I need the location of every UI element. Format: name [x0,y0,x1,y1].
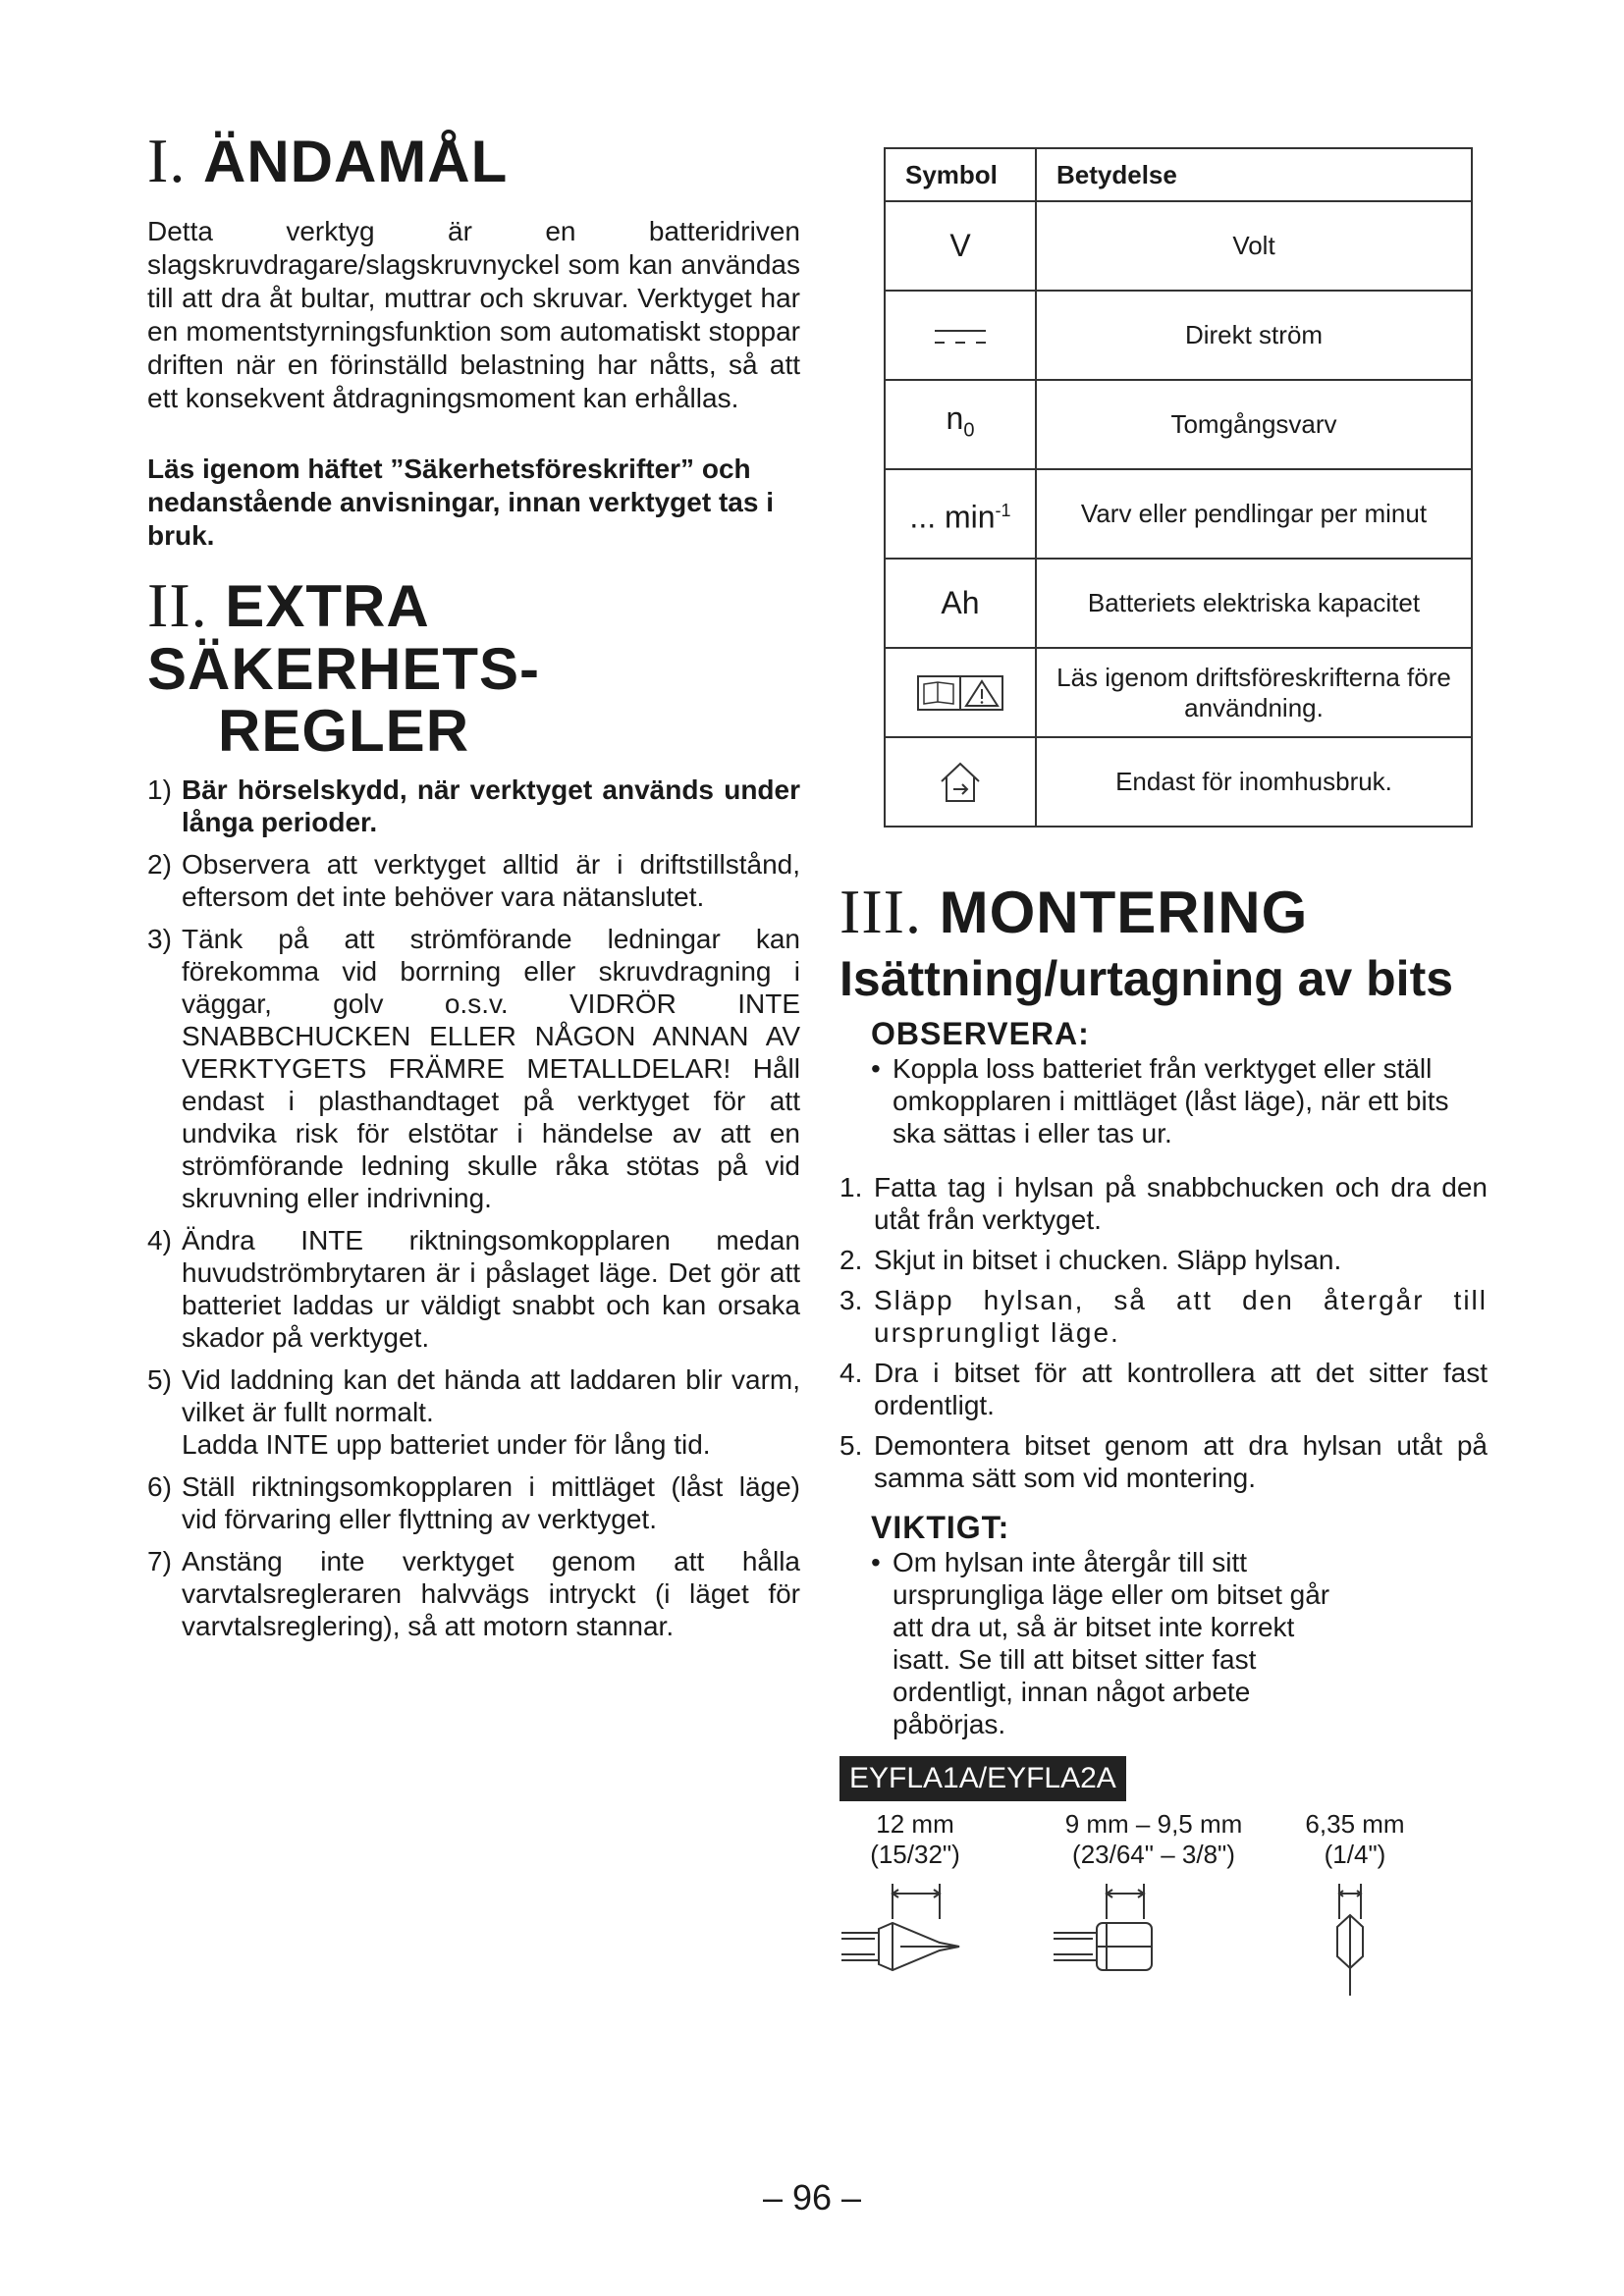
list-item [147,1545,800,1642]
table-row [885,201,1472,291]
symbol-subscript: 0 [963,419,975,442]
intro-paragraph: Detta verktyg är en batteridriven slagskruvdragare/slagskruvnyckel som kan användas till att dra åt bultar, muttrar och skruvar. Verktyget har en momentstyrningsfunktion som automatiskt stoppar driften när en förinställd belastning har nåtts, så att ett konsekvent åtdragningsmoment kan erhållas. [147,216,800,414]
table-row [885,291,1472,380]
section-1-number: I. [147,126,187,195]
item-number: 3. [839,1285,863,1316]
item-number: 5) [147,1364,172,1396]
meaning-cell: Batteriets elektriska kapacitet [1036,559,1472,648]
item-number: 6) [147,1471,172,1503]
list-item [147,848,800,913]
item-text: Dra i bitset för att kontrollera att det sitter fast ordentligt. [874,1358,1488,1421]
section-1-title: ÄNDAMÅL [202,129,509,194]
table-row [885,380,1472,469]
direct-current-icon [931,323,990,350]
observera-heading: OBSERVERA: [871,1016,1090,1052]
section-1-heading [147,128,800,193]
bullet-text: Koppla loss batteriet från verktyget eller ställ omkopplaren i mittläget (låst läge), när ett bits ska sättas i eller tas ur. [893,1053,1449,1149]
item-number: 1) [147,774,172,806]
bit-2-inch: (23/64" – 3/8") [1072,1840,1235,1870]
symbol-text: ... min [909,499,996,535]
item-number: 1. [839,1172,863,1203]
table-header-row [885,148,1472,201]
socket-bit-icon [1054,1884,1152,1970]
phillips-bit-icon [841,1884,959,1970]
item-number: 4) [147,1225,172,1256]
meaning-cell: Varv eller pendlingar per minut [1036,469,1472,559]
table-row [885,469,1472,559]
list-item [839,1429,1488,1494]
list-item [147,1363,800,1461]
item-text: Tänk på att strömförande ledningar kan förekomma vid borrning eller skruvdragning i väggar, golv o.s.v. VIDRÖR INTE SNABBCHUCKEN ELLER NÅGON ANNAN AV VERKTYGETS FRÄMRE METALLDELAR! Håll endast i plasthandtaget på verktyget för att undvika risk för elstötar i händelse av att en strömförande ledning skulle råka stötas på vid skruvning eller indrivning. [182,924,800,1214]
symbol-cell [885,648,1036,737]
read-manual-warning-icon [916,672,1004,714]
bit-sizes-figure [839,1801,1488,2056]
list-item [839,1284,1488,1349]
symbol-text: Ah [941,585,980,620]
viktigt-heading: VIKTIGT: [871,1510,1010,1546]
mounting-steps-list [839,1171,1488,1494]
item-text-part2: Ladda INTE upp batteriet under för lång tid. [182,1429,711,1461]
bullet-dot: • [871,1053,881,1085]
item-text [182,1363,800,1461]
symbol-cell [885,737,1036,827]
item-text: Anstäng inte verktyget genom att hålla varvtalsregleraren halvvägs intryckt (i läget för varvtalsreglering), så att motorn stannar. [182,1546,800,1642]
meaning-cell: Direkt ström [1036,291,1472,380]
section-2-number: II. [147,570,208,641]
item-text: Skjut in bitset i chucken. Släpp hylsan. [874,1245,1342,1276]
header-symbol: Symbol [885,148,1036,201]
bit-2-size: 9 mm – 9,5 mm [1064,1809,1243,1840]
symbol-table [884,147,1473,828]
symbol-cell [885,380,1036,469]
bit-1-caption [851,1809,979,1870]
model-label-wrap [839,1756,1488,1801]
list-item [147,1224,800,1354]
table-row [885,737,1472,827]
header-meaning: Betydelse [1036,148,1472,201]
item-text: Ställ riktningsomkopplaren i mittläget (låst läge) vid förvaring eller flyttning av verktyget. [182,1471,800,1535]
item-text: Ändra INTE riktningsomkopplaren medan huvudströmbrytaren är i påslaget läge. Det gör att batteriet laddas ur väldigt snabbt och kan orsaka skador på verktyget. [182,1225,800,1354]
left-column [147,128,800,1642]
bit-1-size: 12 mm [876,1809,954,1840]
item-number: 2) [147,849,172,881]
table-row [885,559,1472,648]
safety-rules-list [147,774,800,1642]
item-text-part1: Vid laddning kan det hända att laddaren blir varm, vilket är fullt normalt. [182,1364,800,1428]
bit-3-size: 6,35 mm [1305,1809,1405,1840]
meaning-cell: Endast för inomhusbruk. [1036,737,1472,827]
item-number: 4. [839,1358,863,1389]
model-label: EYFLA1A/EYFLA2A [839,1756,1126,1801]
list-item [147,923,800,1214]
indoor-use-icon [938,760,983,805]
list-item [839,1357,1488,1421]
bit-2-caption [1051,1809,1257,1870]
symbol-text: V [949,228,971,263]
viktigt-bullet [871,1546,1342,1740]
meaning-cell: Volt [1036,201,1472,291]
item-number: 2. [839,1245,863,1276]
section-2-title-line2: REGLER [218,698,470,765]
item-text: Fatta tag i hylsan på snabbchucken och dra den utåt från verktyget. [874,1172,1488,1236]
bit-1-inch: (15/32") [870,1840,960,1870]
section-3-title: MONTERING [939,880,1309,945]
bit-drawings [839,1880,1448,2047]
observera-block [839,1016,1488,1149]
list-item [839,1244,1488,1276]
right-column [839,147,1488,2056]
symbol-superscript: -1 [995,500,1011,520]
symbol-cell [885,559,1036,648]
bit-3-inch: (1/4") [1324,1840,1386,1870]
meaning-cell: Läs igenom driftsföreskrifterna före användning. [1036,648,1472,737]
item-text: Släpp hylsan, så att den återgår till ursprungligt läge. [874,1285,1488,1349]
list-item [147,1470,800,1535]
section-3-number: III. [839,877,922,946]
item-number: 7) [147,1546,172,1577]
list-item [147,774,800,838]
section-2-title-line1: EXTRA SÄKERHETS- [147,573,541,703]
section-3-heading [839,879,1488,944]
list-item [839,1171,1488,1236]
item-text: Demontera bitset genom att dra hylsan utåt på samma sätt som vid montering. [874,1430,1488,1494]
bit-3-caption [1291,1809,1419,1870]
symbol-cell [885,201,1036,291]
page-number: – 96 – [762,2177,862,2217]
viktigt-block [839,1510,1488,1740]
symbol-cell [885,291,1036,380]
bullet-dot: • [871,1547,881,1578]
subsection-title: Isättning/urtagning av bits [839,951,1454,1007]
item-number: 3) [147,924,172,955]
bullet-text: Om hylsan inte återgår till sitt ursprungliga läge eller om bitset går att dra ut, så är bitset inte korrekt isatt. Se till att bitset sitter fast ordentligt, innan något arbete påbörjas. [893,1547,1330,1740]
hex-bit-icon [1337,1884,1363,1996]
item-number: 5. [839,1430,863,1462]
observera-bullet [871,1052,1488,1149]
meaning-cell: Tomgångsvarv [1036,380,1472,469]
section-2-heading [147,570,800,765]
symbol-text: n [946,400,964,436]
table-row [885,648,1472,737]
symbol-cell [885,469,1036,559]
read-notice: Läs igenom häftet ”Säkerhetsföreskrifter” och nedanstående anvisningar, innan verktyget tas i bruk. [147,454,774,552]
item-text: Observera att verktyget alltid är i driftstillstånd, eftersom det inte behöver vara nätanslutet. [182,849,800,913]
item-text: Bär hörselskydd, när verktyget används under långa perioder. [182,774,800,838]
